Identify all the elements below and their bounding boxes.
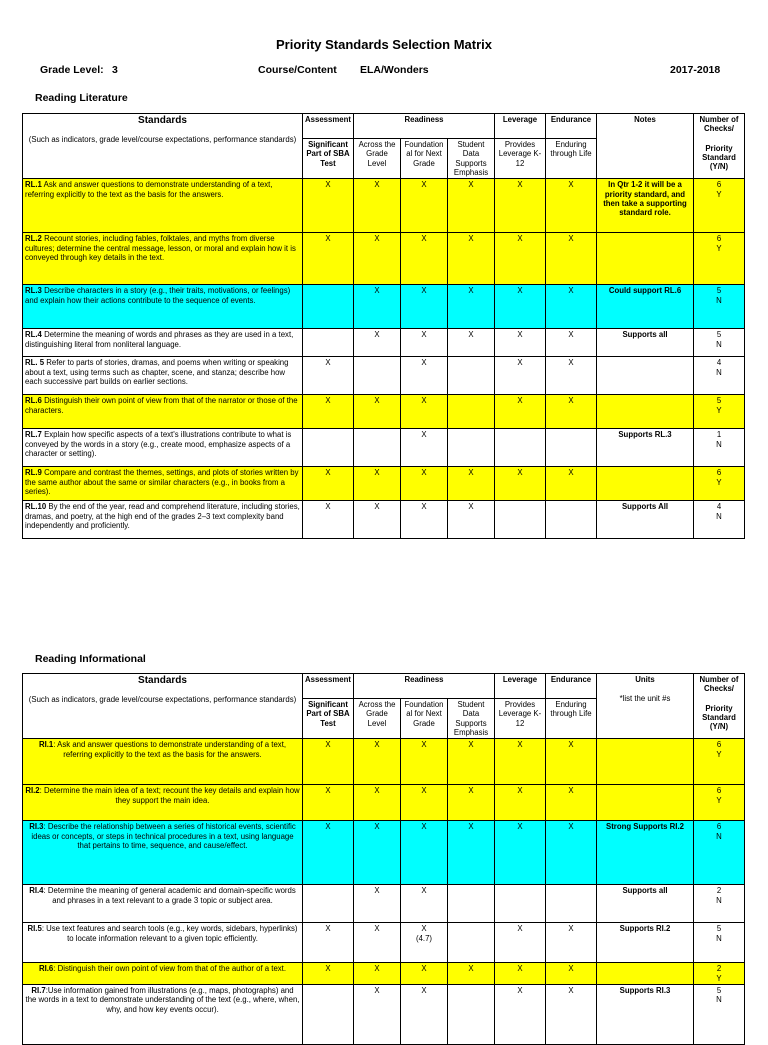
priority-flag: N	[716, 995, 722, 1005]
standard-description: :Use information gained from illustrations (e.g., maps, photographs) and the words in a text to demonstrate understanding of the text (e.g., where, when, why, and how key events occur).	[25, 986, 300, 1014]
standard-description: : Use text features and search tools (e.g., key words, sidebars, hyperlinks) to locate information relevant to a given topic efficiently.	[41, 924, 298, 943]
enduring-mark	[546, 885, 597, 923]
student-data-mark: X	[448, 285, 495, 329]
count-cell	[694, 985, 745, 1045]
sba-mark: X	[303, 821, 354, 885]
check-count: 5	[716, 330, 722, 340]
standard-row	[23, 179, 745, 233]
standard-description: Determine the meaning of words and phrases as they are used in a text, distinguishing literal from nonliteral language.	[25, 330, 294, 349]
enduring-mark: X	[546, 329, 597, 357]
leverage-mark	[495, 429, 546, 467]
check-count: 2	[716, 964, 722, 974]
document-meta	[0, 64, 768, 80]
foundation-mark: X	[401, 429, 448, 467]
priority-flag: Y	[716, 795, 722, 805]
subheader-across: Across the Grade Level	[354, 699, 401, 739]
standard-description: : Distinguish their own point of view from that of the author of a text.	[53, 964, 287, 974]
standard-row	[23, 501, 745, 539]
notes-header: Notes	[597, 114, 694, 179]
units-header	[597, 674, 694, 739]
across-mark: X	[354, 501, 401, 539]
standards-header-title: Standards	[138, 115, 187, 126]
standard-text	[23, 285, 303, 329]
standard-row	[23, 429, 745, 467]
subheader-across: Across the Grade Level	[354, 139, 401, 179]
standard-row	[23, 467, 745, 501]
notes-cell: Supports RI.2	[597, 923, 694, 963]
standard-row	[23, 985, 745, 1045]
assessment-header: Assessment	[303, 114, 354, 139]
foundation-mark: X (4.7)	[401, 923, 448, 963]
across-mark: X	[354, 739, 401, 785]
check-count: 5	[716, 396, 722, 406]
count-header-label: Number of Checks/	[699, 675, 739, 694]
check-count: 4	[716, 358, 722, 368]
standard-text	[23, 885, 303, 923]
endurance-header: Endurance	[546, 674, 597, 699]
check-count: 6	[716, 786, 722, 796]
standard-text	[23, 963, 303, 985]
student-data-mark: X	[448, 785, 495, 821]
standard-description: Refer to parts of stories, dramas, and poems when writing or speaking about a text, using terms such as chapter, scene, and stanza; describe how each successive part builds on earlier sections.	[25, 358, 289, 387]
standard-code: RL.7	[25, 430, 42, 440]
notes-cell	[597, 395, 694, 429]
leverage-header: Leverage	[495, 114, 546, 139]
subheader-student-data: Student Data Supports Emphasis	[448, 139, 495, 179]
notes-cell: Supports All	[597, 501, 694, 539]
foundation-mark: X	[401, 357, 448, 395]
standard-code: RI.5	[27, 924, 42, 934]
sba-mark	[303, 285, 354, 329]
standards-header-sub: (Such as indicators, grade level/course expectations, performance standards)	[28, 135, 297, 144]
sba-mark: X	[303, 739, 354, 785]
leverage-mark: X	[495, 233, 546, 285]
count-cell	[694, 501, 745, 539]
count-cell	[694, 923, 745, 963]
student-data-mark: X	[448, 179, 495, 233]
enduring-mark: X	[546, 785, 597, 821]
standards-header	[23, 114, 303, 179]
standard-code: RI.3	[29, 822, 44, 832]
standard-row	[23, 963, 745, 985]
priority-flag: Y	[716, 243, 722, 253]
check-count: 6	[716, 822, 722, 832]
standard-description: Explain how specific aspects of a text's illustrations contribute to what is conveyed by the words in a story (e.g., create mood, emphasize aspects of a character or setting).	[25, 430, 292, 459]
leverage-mark: X	[495, 467, 546, 501]
across-mark: X	[354, 785, 401, 821]
across-mark: X	[354, 885, 401, 923]
enduring-mark: X	[546, 985, 597, 1045]
notes-cell	[597, 233, 694, 285]
sba-mark: X	[303, 395, 354, 429]
sba-mark: X	[303, 785, 354, 821]
sba-mark	[303, 429, 354, 467]
across-mark: X	[354, 467, 401, 501]
priority-flag: N	[716, 511, 722, 521]
subheader-sba: Significant Part of SBA Test	[303, 699, 354, 739]
leverage-mark: X	[495, 963, 546, 985]
grade-label: Grade Level:	[40, 64, 104, 76]
leverage-mark: X	[495, 923, 546, 963]
leverage-mark: X	[495, 179, 546, 233]
count-cell	[694, 329, 745, 357]
standard-code: RI.7	[31, 986, 46, 996]
subheader-provides: Provides Leverage K-12	[495, 699, 546, 739]
standard-code: RI.6	[38, 964, 54, 974]
standard-description: : Determine the main idea of a text; recount the key details and explain how they support the main idea.	[39, 786, 300, 805]
subheader-foundation: Foundation al for Next Grade	[401, 139, 448, 179]
standard-code: RL.3	[25, 286, 42, 296]
standards-header-title: Standards	[138, 675, 187, 686]
subheader-enduring: Enduring through Life	[546, 139, 597, 179]
check-count: 4	[716, 502, 722, 512]
standard-text	[23, 395, 303, 429]
leverage-mark: X	[495, 329, 546, 357]
standard-code: RL.10	[25, 502, 47, 512]
section-title-informational: Reading Informational	[35, 653, 146, 665]
count-cell	[694, 233, 745, 285]
priority-flag: Y	[716, 749, 722, 759]
readiness-header: Readiness	[354, 114, 495, 139]
sba-mark	[303, 985, 354, 1045]
standard-text	[23, 821, 303, 885]
priority-flag: N	[716, 933, 722, 943]
notes-cell: Could support RL.6	[597, 285, 694, 329]
student-data-mark	[448, 429, 495, 467]
standard-row	[23, 285, 745, 329]
section-title-literature: Reading Literature	[35, 92, 128, 104]
foundation-mark: X	[401, 501, 448, 539]
enduring-mark: X	[546, 923, 597, 963]
enduring-mark: X	[546, 233, 597, 285]
standard-row	[23, 923, 745, 963]
leverage-mark	[495, 501, 546, 539]
standard-text	[23, 785, 303, 821]
standard-row	[23, 233, 745, 285]
standard-row	[23, 739, 745, 785]
subheader-foundation: Foundation al for Next Grade	[401, 699, 448, 739]
count-cell	[694, 785, 745, 821]
across-mark	[354, 357, 401, 395]
foundation-mark: X	[401, 233, 448, 285]
sba-mark	[303, 885, 354, 923]
across-mark: X	[354, 985, 401, 1045]
priority-flag: N	[716, 367, 722, 377]
standard-code: RL.1	[25, 180, 42, 190]
across-mark: X	[354, 923, 401, 963]
standard-description: : Determine the meaning of general academic and domain-specific words and phrases in a text relevant to a grade 3 topic or subject area.	[43, 886, 296, 905]
count-header-label: Number of Checks/	[699, 115, 739, 134]
readiness-header: Readiness	[354, 674, 495, 699]
standard-text	[23, 923, 303, 963]
standard-code: RL.2	[25, 234, 42, 244]
check-count: 5	[716, 286, 722, 296]
standard-code: RL.4	[25, 330, 42, 340]
enduring-mark: X	[546, 395, 597, 429]
foundation-mark: X	[401, 821, 448, 885]
notes-cell	[597, 739, 694, 785]
leverage-mark	[495, 885, 546, 923]
standard-text	[23, 329, 303, 357]
units-header-sub: *list the unit #s	[619, 693, 671, 703]
enduring-mark: X	[546, 285, 597, 329]
standard-text	[23, 429, 303, 467]
notes-cell	[597, 963, 694, 985]
sba-mark: X	[303, 467, 354, 501]
standard-description: : Ask and answer questions to demonstrate understanding of a text, referring explicitly to the text as the basis for the answers.	[53, 740, 287, 759]
priority-flag: N	[716, 895, 722, 905]
notes-cell: Strong Supports RI.2	[597, 821, 694, 885]
priority-flag: Y	[716, 973, 722, 983]
student-data-mark: X	[448, 501, 495, 539]
sba-mark: X	[303, 923, 354, 963]
student-data-mark	[448, 885, 495, 923]
notes-cell	[597, 357, 694, 395]
leverage-mark: X	[495, 357, 546, 395]
subheader-student-data: Student Data Supports Emphasis	[448, 699, 495, 739]
assessment-header: Assessment	[303, 674, 354, 699]
check-count: 6	[716, 468, 722, 478]
standard-row	[23, 785, 745, 821]
foundation-mark: X	[401, 985, 448, 1045]
standard-description: Recount stories, including fables, folktales, and myths from diverse cultures; determine the central message, lesson, or moral and explain how it is conveyed through key details in the text.	[25, 234, 296, 263]
count-cell	[694, 739, 745, 785]
count-cell	[694, 429, 745, 467]
notes-cell	[597, 785, 694, 821]
enduring-mark	[546, 501, 597, 539]
count-header	[694, 674, 745, 739]
page-title: Priority Standards Selection Matrix	[275, 37, 492, 52]
notes-cell	[597, 467, 694, 501]
standard-description: Compare and contrast the themes, settings, and plots of stories written by the same author about the same or similar characters (e.g., in books from a series).	[25, 468, 299, 497]
standard-text	[23, 233, 303, 285]
subheader-enduring: Enduring through Life	[546, 699, 597, 739]
standard-description: : Describe the relationship between a series of historical events, scientific ideas or concepts, or steps in technical procedures in a text, using language that pertains to time, sequence, and cause/effect.	[31, 822, 296, 851]
check-count: 2	[716, 886, 722, 896]
notes-cell: Supports RL.3	[597, 429, 694, 467]
sba-mark: X	[303, 963, 354, 985]
priority-flag: Y	[716, 405, 722, 415]
foundation-mark: X	[401, 467, 448, 501]
count-cell	[694, 285, 745, 329]
notes-cell: In Qtr 1-2 it will be a priority standard, and then take a supporting standard role.	[597, 179, 694, 233]
standard-description: Distinguish their own point of view from that of the narrator or those of the characters.	[25, 396, 298, 415]
priority-header-label: Priority Standard (Y/N)	[702, 703, 736, 732]
grade-value: 3	[112, 64, 118, 76]
standard-row	[23, 885, 745, 923]
foundation-mark: X	[401, 179, 448, 233]
standard-code: RI.4	[29, 886, 44, 896]
enduring-mark: X	[546, 821, 597, 885]
count-cell	[694, 357, 745, 395]
across-mark	[354, 429, 401, 467]
priority-header-label: Priority Standard (Y/N)	[702, 143, 736, 172]
across-mark: X	[354, 963, 401, 985]
standard-description: By the end of the year, read and comprehend literature, including stories, dramas, and poetry, at the high end of the grades 2–3 text complexity band independently and proficiently.	[25, 502, 300, 531]
foundation-mark: X	[401, 285, 448, 329]
standard-code: RI.1	[38, 740, 54, 750]
student-data-mark: X	[448, 233, 495, 285]
standard-text	[23, 357, 303, 395]
school-year: 2017-2018	[670, 64, 721, 76]
across-mark: X	[354, 395, 401, 429]
priority-flag: Y	[716, 477, 722, 487]
sba-mark: X	[303, 233, 354, 285]
student-data-mark: X	[448, 329, 495, 357]
count-cell	[694, 467, 745, 501]
leverage-mark: X	[495, 285, 546, 329]
literature-matrix	[22, 113, 745, 539]
check-count: 6	[716, 180, 722, 190]
across-mark: X	[354, 329, 401, 357]
leverage-mark: X	[495, 821, 546, 885]
across-mark: X	[354, 821, 401, 885]
count-cell	[694, 179, 745, 233]
sba-mark: X	[303, 179, 354, 233]
course-label: Course/Content	[258, 64, 337, 76]
notes-cell: Supports all	[597, 329, 694, 357]
enduring-mark	[546, 429, 597, 467]
enduring-mark: X	[546, 467, 597, 501]
standard-text	[23, 467, 303, 501]
count-header	[694, 114, 745, 179]
student-data-mark	[448, 357, 495, 395]
enduring-mark: X	[546, 357, 597, 395]
standard-text	[23, 739, 303, 785]
check-count: 5	[716, 924, 722, 934]
count-cell	[694, 395, 745, 429]
foundation-mark: X	[401, 885, 448, 923]
standard-text	[23, 985, 303, 1045]
sba-mark	[303, 329, 354, 357]
enduring-mark: X	[546, 179, 597, 233]
foundation-mark: X	[401, 963, 448, 985]
foundation-mark: X	[401, 739, 448, 785]
foundation-mark: X	[401, 329, 448, 357]
priority-flag: N	[716, 831, 722, 841]
priority-flag: N	[716, 339, 722, 349]
standard-code: RL.9	[25, 468, 42, 478]
student-data-mark: X	[448, 821, 495, 885]
standard-code: RI.2	[25, 786, 40, 796]
notes-cell: Supports RI.3	[597, 985, 694, 1045]
check-count: 6	[716, 234, 722, 244]
priority-flag: Y	[716, 189, 722, 199]
student-data-mark	[448, 985, 495, 1045]
leverage-header: Leverage	[495, 674, 546, 699]
priority-flag: N	[716, 295, 722, 305]
sba-mark: X	[303, 501, 354, 539]
count-cell	[694, 885, 745, 923]
course-value: ELA/Wonders	[360, 64, 429, 76]
sba-mark: X	[303, 357, 354, 395]
foundation-mark: X	[401, 395, 448, 429]
endurance-header: Endurance	[546, 114, 597, 139]
standard-code: RL. 5	[25, 358, 45, 368]
subheader-provides: Provides Leverage K-12	[495, 139, 546, 179]
across-mark: X	[354, 233, 401, 285]
standard-description: Describe characters in a story (e.g., their traits, motivations, or feelings) and explain how their actions contribute to the sequence of events.	[25, 286, 291, 305]
leverage-mark: X	[495, 785, 546, 821]
standard-text	[23, 179, 303, 233]
enduring-mark: X	[546, 963, 597, 985]
standard-row	[23, 357, 745, 395]
standard-row	[23, 395, 745, 429]
count-cell	[694, 821, 745, 885]
student-data-mark	[448, 395, 495, 429]
standard-row	[23, 821, 745, 885]
units-header-label: Units	[635, 675, 655, 684]
standard-text	[23, 501, 303, 539]
across-mark: X	[354, 285, 401, 329]
informational-matrix	[22, 673, 745, 1045]
count-cell	[694, 963, 745, 985]
foundation-mark: X	[401, 785, 448, 821]
subheader-sba: Significant Part of SBA Test	[303, 139, 354, 179]
enduring-mark: X	[546, 739, 597, 785]
notes-cell: Supports all	[597, 885, 694, 923]
across-mark: X	[354, 179, 401, 233]
standards-header	[23, 674, 303, 739]
standards-header-sub: (Such as indicators, grade level/course expectations, performance standards)	[28, 695, 297, 704]
student-data-mark: X	[448, 739, 495, 785]
leverage-mark: X	[495, 739, 546, 785]
priority-flag: N	[716, 439, 722, 449]
check-count: 1	[716, 430, 722, 440]
student-data-mark: X	[448, 963, 495, 985]
standard-row	[23, 329, 745, 357]
student-data-mark: X	[448, 467, 495, 501]
standard-description: Ask and answer questions to demonstrate understanding of a text, referring explicitly to the text as the basis for the answers.	[25, 180, 273, 199]
check-count: 6	[716, 740, 722, 750]
check-count: 5	[716, 986, 722, 996]
leverage-mark: X	[495, 395, 546, 429]
student-data-mark	[448, 923, 495, 963]
standard-code: RL.6	[25, 396, 42, 406]
leverage-mark: X	[495, 985, 546, 1045]
